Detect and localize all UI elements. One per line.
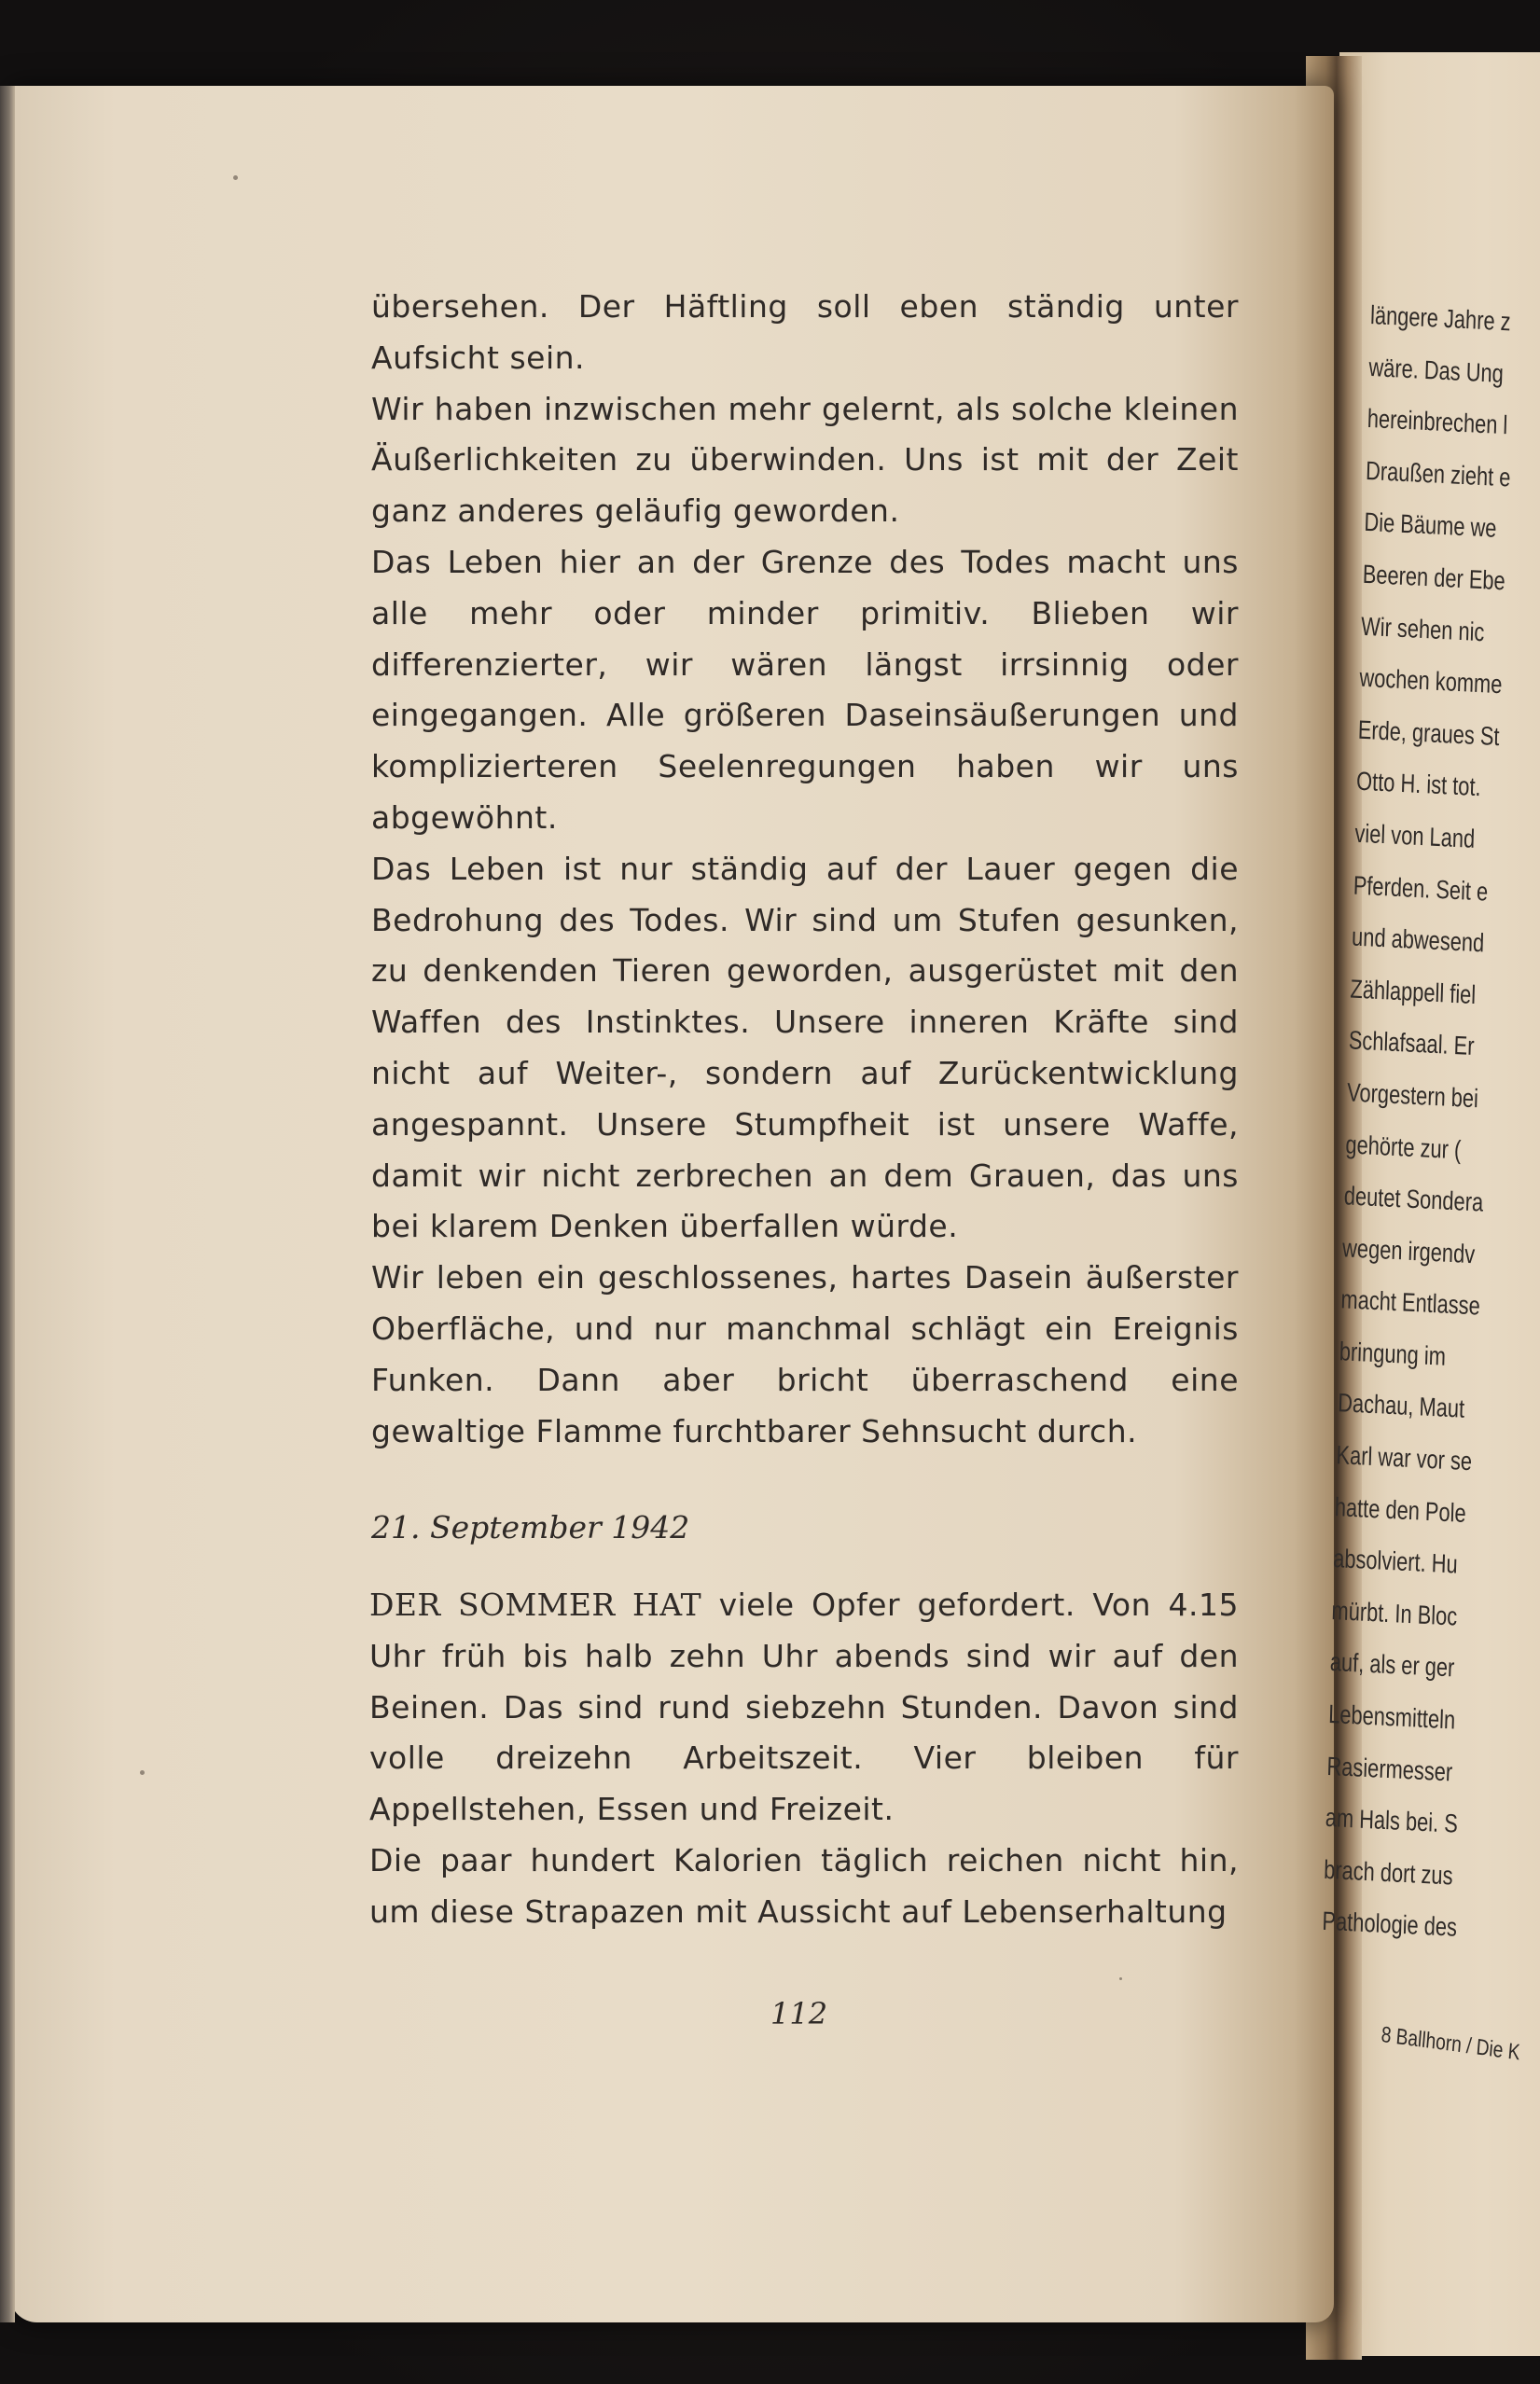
right-line: Beeren der Ebe <box>1362 559 1506 596</box>
right-line: Die Bäume we <box>1364 507 1497 544</box>
right-line: viel von Land <box>1354 818 1476 853</box>
left-page-body <box>371 282 1239 1457</box>
paragraph: Wir haben inzwischen mehr gelernt, als solche kleinen Äußerlichkeiten zu überwinden. Uns ist mit der Zeit ganz anderes geläufig geworden. <box>371 390 1239 530</box>
right-line: auf, als er ger <box>1329 1647 1455 1683</box>
paragraph: Die paar hundert Kalorien täglich reichen nicht hin, um diese Strapazen mit Aussicht auf Lebenserhaltung <box>369 1841 1239 1930</box>
right-line: absolviert. Hu <box>1332 1544 1459 1579</box>
right-line: deutet Sondera <box>1343 1181 1484 1217</box>
right-line: wäre. Das Ung <box>1368 352 1505 388</box>
right-line: brach dort zus <box>1323 1854 1453 1891</box>
right-line: bringung im <box>1339 1337 1447 1371</box>
left-page-edge <box>0 86 15 2322</box>
paper-speck <box>140 1770 145 1775</box>
right-line: wegen irgendv <box>1341 1232 1476 1268</box>
right-line: mürbt. In Bloc <box>1331 1595 1458 1631</box>
right-line: hatte den Pole <box>1334 1491 1467 1528</box>
paragraph: Das Leben hier an der Grenze des Todes macht uns alle mehr oder minder primitiv. Blieben wir differenzierter, wir wären längst irrsinnig oder eingegangen. Alle größeren Daseinsäußerungen und komplizierteren Seelenregungen haben wir uns abgewöhnt. <box>371 543 1239 836</box>
paragraph: Wir leben ein geschlossenes, hartes Dasein äußerster Oberfläche, und nur manchmal schlägt ein Ereignis Funken. Dann aber bricht überraschend eine gewaltige Flamme furchtbarer Sehnsucht durch. <box>371 1259 1239 1449</box>
paper-speck <box>1119 1977 1122 1980</box>
right-line: Rasiermesser <box>1326 1751 1453 1787</box>
right-line: Dachau, Maut <box>1337 1388 1465 1424</box>
paper-speck <box>233 175 238 180</box>
right-line: wochen komme <box>1359 662 1503 700</box>
paragraph: übersehen. Der Häftling soll eben ständig unter Aufsicht sein. <box>371 288 1239 376</box>
right-line: hereinbrechen l <box>1367 404 1508 440</box>
right-line: Draußen zieht e <box>1365 455 1511 492</box>
right-line: Karl war vor se <box>1336 1440 1473 1476</box>
paragraph: Das Leben ist nur ständig auf der Lauer gegen die Bedrohung des Todes. Wir sind um Stufen gesunken, zu denkenden Tieren geworden, ausgerüstet mit den Waffen des Instinktes. Unsere inneren Kräfte sind nicht auf Weiter-, sondern auf Zurückentwicklung angespannt. Unsere Stumpfheit ist unsere Waffe, damit wir nicht zerbrechen an dem Grauen, das uns bei klarem Denken überfallen würde. <box>371 850 1239 1245</box>
entry-lead-caps: DER SOMMER HAT <box>369 1587 702 1623</box>
diary-entry <box>369 1580 1239 1938</box>
right-page-footer: 8 Ballhorn / Die K <box>1380 2022 1521 2066</box>
right-line: Erde, graues St <box>1357 714 1500 751</box>
right-line: Schlafsaal. Er <box>1348 1025 1475 1061</box>
right-line: längere Jahre z <box>1369 299 1512 337</box>
right-line: Vorgestern bei <box>1346 1077 1479 1114</box>
paragraph <box>369 1580 1239 1836</box>
page-number: 112 <box>770 1996 828 2031</box>
right-line: Zählappell fiel <box>1350 974 1477 1009</box>
right-line: Pferden. Seit e <box>1353 870 1489 907</box>
right-line: gehörte zur ( <box>1345 1129 1462 1164</box>
right-line: Otto H. ist tot. <box>1355 766 1482 802</box>
right-line: Lebensmitteln <box>1327 1698 1456 1735</box>
right-line: Wir sehen nic <box>1360 611 1485 646</box>
right-line: macht Entlasse <box>1340 1284 1481 1321</box>
date-heading: 21. September 1942 <box>371 1509 690 1545</box>
right-line: am Hals bei. S <box>1325 1803 1459 1838</box>
right-line: und abwesend <box>1351 922 1485 958</box>
entry-first-rest: viele Opfer gefordert. Von 4.15 Uhr früh bis halb zehn Uhr abends sind wir auf den Beinen. Das sind rund siebzehn Stunden. Davon sind volle dreizehn Arbeitszeit. Vier bleiben für Appellstehen, Essen und Freizeit. <box>369 1587 1240 1828</box>
right-line: Pathologie des <box>1322 1906 1458 1943</box>
